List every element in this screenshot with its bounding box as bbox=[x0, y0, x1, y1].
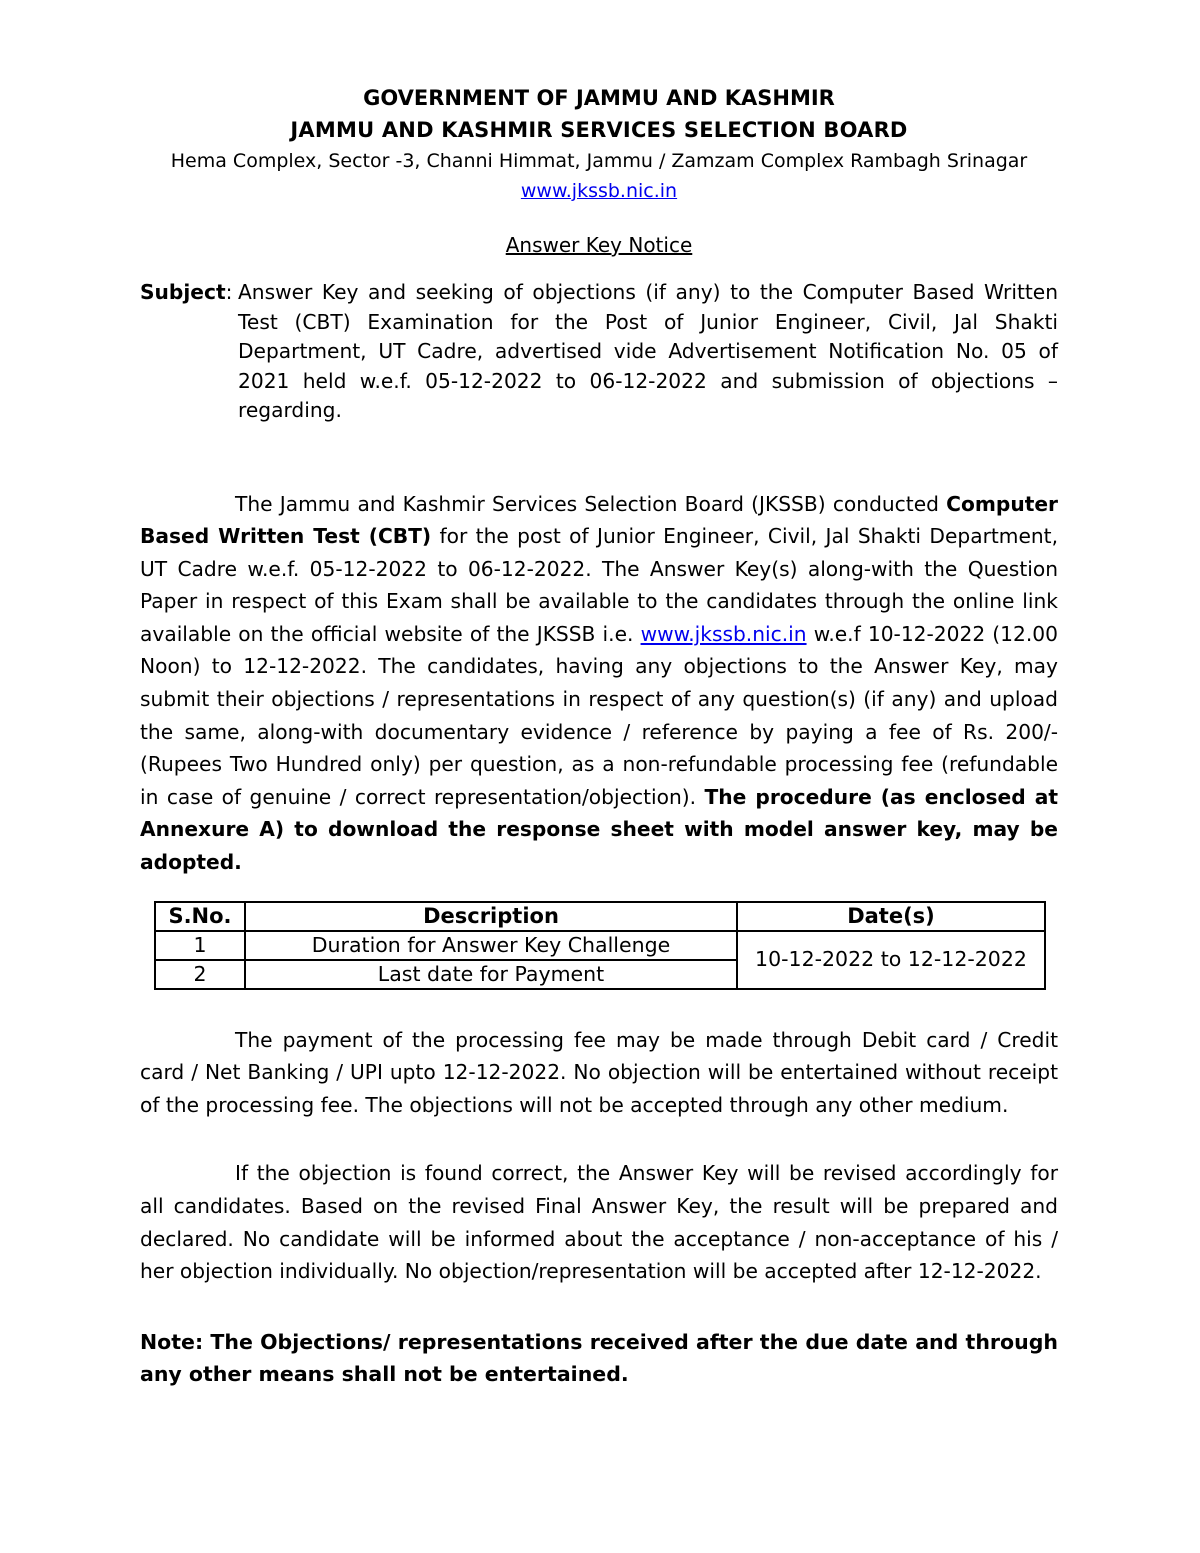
subject-colon: : bbox=[225, 280, 233, 304]
para1-bold-cbt: Computer Based Written Test (CBT) bbox=[140, 491, 1058, 549]
paragraph-revision: If the objection is found correct, the Answer Key will be revised accordingly for all candidates. Based on the revised Final Answer Key, the result will be prepared and declared. No candidate will be informed about the acceptance / non-acceptance of his / her objection individually. No objection/representation will be accepted after 12-12-2022. bbox=[140, 1161, 1058, 1284]
cell-description: Duration for Answer Key Challenge bbox=[245, 931, 737, 960]
notice-page bbox=[140, 82, 1058, 1391]
header-government: GOVERNMENT OF JAMMU AND KASHMIR bbox=[363, 86, 835, 110]
website-link[interactable]: www.jkssb.nic.in bbox=[520, 180, 678, 202]
header-address: Hema Complex, Sector -3, Channi Himmat, Jammu / Zamzam Complex Rambagh Srinagar bbox=[170, 150, 1028, 172]
cell-dates: 10-12-2022 to 12-12-2022 bbox=[737, 931, 1045, 989]
table-row bbox=[155, 931, 1045, 960]
notice-title: Answer Key Notice bbox=[505, 233, 693, 257]
para1-part1: The Jammu and Kashmir Services Selection Board (JKSSB) conducted bbox=[235, 491, 947, 516]
para1-part3: w.e.f 10-12-2022 (12.00 Noon) to 12-12-2022. The candidates, having any objections to the Answer Key, may submit their objections / representations in respect of any question(s) (if any) and upload the same, along-with documentary evidence / reference by paying a fee of Rs. 200/- (Rupees Two Hundred only) per question, as a non-refundable processing fee (refundable in case of genuine / correct representation/objection). bbox=[140, 621, 1058, 809]
schedule-table bbox=[154, 901, 1046, 990]
para1-part2: for the post of Junior Engineer, Civil, Jal Shakti Department, UT Cadre w.e.f. 05-12-2022 to 06-12-2022. The Answer Key(s) along-with the Question Paper in respect of this Exam shall be available to the candidates through the online link available on the official website of the JKSSB i.e. bbox=[140, 524, 1058, 646]
header-website bbox=[140, 176, 1058, 206]
subject-block bbox=[140, 278, 1058, 426]
note-text: Note: The Objections/ representations received after the due date and through any other means shall not be entertained. bbox=[140, 1329, 1058, 1387]
subject-label-text: Subject bbox=[140, 280, 226, 304]
header-board: JAMMU AND KASHMIR SERVICES SELECTION BOARD bbox=[290, 118, 908, 142]
cell-sno: 1 bbox=[155, 931, 245, 960]
col-header-description: Description bbox=[245, 902, 737, 931]
cell-sno: 2 bbox=[155, 960, 245, 989]
col-header-dates: Date(s) bbox=[737, 902, 1045, 931]
subject-text: Answer Key and seeking of objections (if any) to the Computer Based Written Test (CBT) Examination for the Post of Junior Engineer, Civil, Jal Shakti Department, UT Cadre, advertised vide Advertisement Notification No. 05 of 2021 held w.e.f. 05-12-2022 to 06-12-2022 and submission of objections – regarding. bbox=[238, 280, 1058, 422]
table-header-row bbox=[155, 902, 1045, 931]
paragraph-intro bbox=[140, 488, 1058, 879]
subject-label bbox=[140, 278, 238, 426]
paragraph-payment: The payment of the processing fee may be made through Debit card / Credit card / Net Banking / UPI upto 12-12-2022. No objection will be entertained without receipt of the processing fee. The objections will not be accepted through any other medium. bbox=[140, 1027, 1058, 1117]
para1-bold-procedure: The procedure (as enclosed at Annexure A) to download the response sheet with model answer key, may be adopted. bbox=[140, 784, 1058, 875]
para1-website-link[interactable]: www.jkssb.nic.in bbox=[640, 621, 807, 646]
col-header-sno: S.No. bbox=[155, 902, 245, 931]
cell-description: Last date for Payment bbox=[245, 960, 737, 989]
